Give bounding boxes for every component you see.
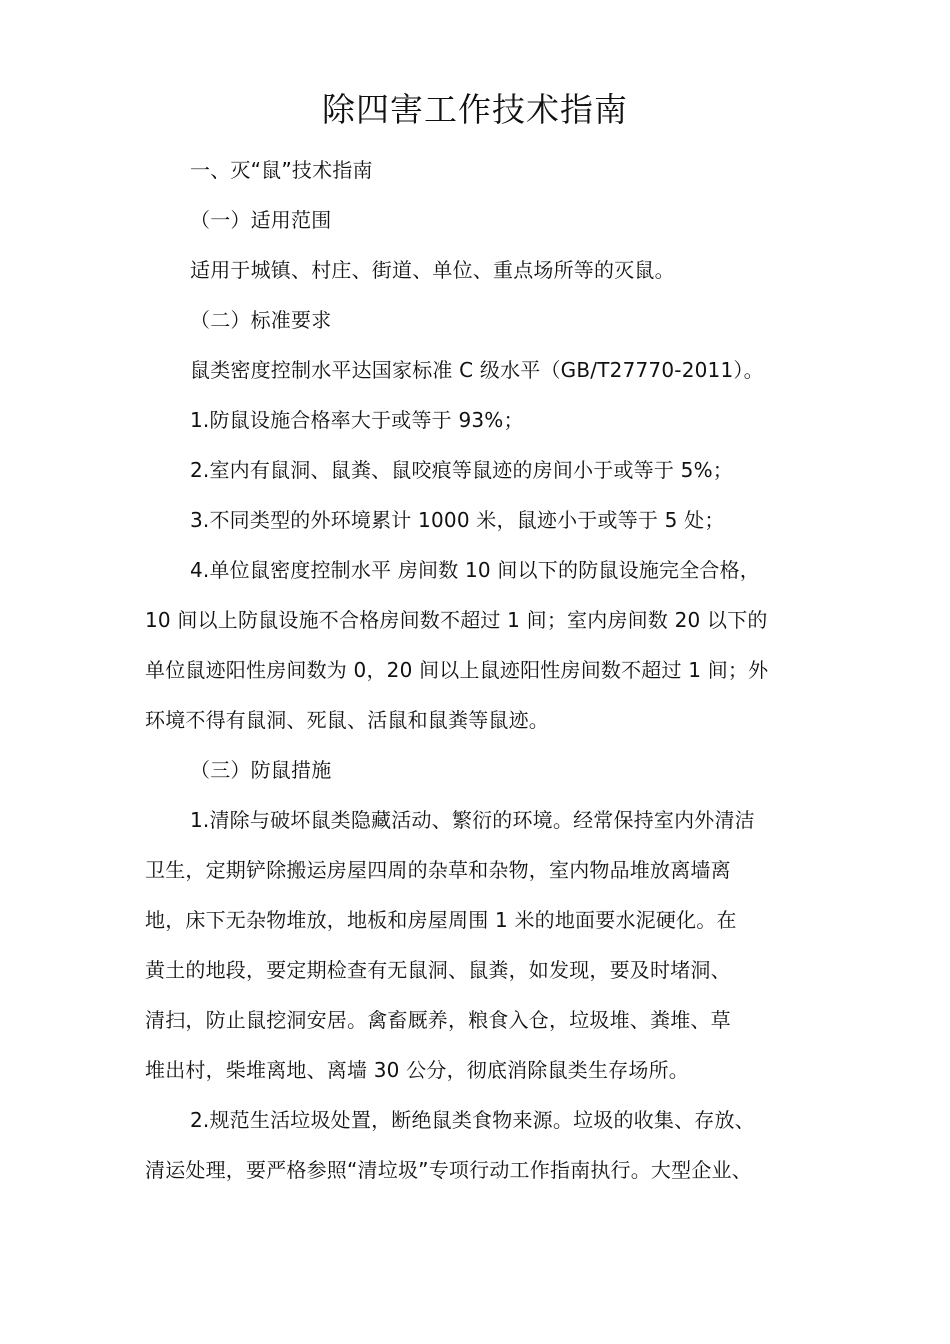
standard-item-4-line-4: 环境不得有鼠洞、死鼠、活鼠和鼠粪等鼠迹。 (145, 708, 549, 732)
measure-2-line-2: 清运处理，要严格参照“清垃圾”专项行动工作指南执行。大型企业、 (145, 1158, 752, 1182)
paragraph-standard: 鼠类密度控制水平达国家标准 C 级水平（GB/T27770-2011）。 (190, 358, 764, 382)
standard-item-4-line-1: 4.单位鼠密度控制水平 房间数 10 间以下的防鼠设施完全合格， (190, 558, 761, 582)
standard-item-2: 2.室内有鼠洞、鼠粪、鼠咬痕等鼠迹的房间小于或等于 5%； (190, 458, 733, 482)
measure-1-line-1: 1.清除与破坏鼠类隐藏活动、繁衍的环境。经常保持室内外清洁 (190, 808, 755, 832)
measure-1-line-3: 地，床下无杂物堆放，地板和房屋周围 1 米的地面要水泥硬化。在 (145, 908, 737, 932)
section-heading-rodent: 一、灭“鼠”技术指南 (190, 158, 373, 182)
standard-item-1: 1.防鼠设施合格率大于或等于 93%； (190, 408, 524, 432)
measure-1-line-6: 堆出村，柴堆离地、离墙 30 公分，彻底消除鼠类生存场所。 (145, 1058, 689, 1082)
measure-2-line-1: 2.规范生活垃圾处置，断绝鼠类食物来源。垃圾的收集、存放、 (190, 1108, 755, 1132)
standard-item-4-line-2: 10 间以上防鼠设施不合格房间数不超过 1 间；室内房间数 20 以下的 (145, 608, 768, 632)
standard-item-3: 3.不同类型的外环境累计 1000 米，鼠迹小于或等于 5 处； (190, 508, 725, 532)
subsection-heading-standard: （二）标准要求 (190, 308, 332, 332)
document-title: 除四害工作技术指南 (322, 90, 628, 129)
paragraph-scope: 适用于城镇、村庄、街道、单位、重点场所等的灭鼠。 (190, 258, 675, 282)
standard-item-4-line-3: 单位鼠迹阳性房间数为 0，20 间以上鼠迹阳性房间数不超过 1 间；外 (145, 658, 769, 682)
measure-1-line-5: 清扫，防止鼠挖洞安居。禽畜厩养，粮食入仓，垃圾堆、粪堆、草 (145, 1008, 731, 1032)
subsection-heading-scope: （一）适用范围 (190, 208, 332, 232)
subsection-heading-measures: （三）防鼠措施 (190, 758, 332, 782)
measure-1-line-2: 卫生，定期铲除搬运房屋四周的杂草和杂物，室内物品堆放离墙离 (145, 858, 731, 882)
measure-1-line-4: 黄土的地段，要定期检查有无鼠洞、鼠粪，如发现，要及时堵洞、 (145, 958, 731, 982)
